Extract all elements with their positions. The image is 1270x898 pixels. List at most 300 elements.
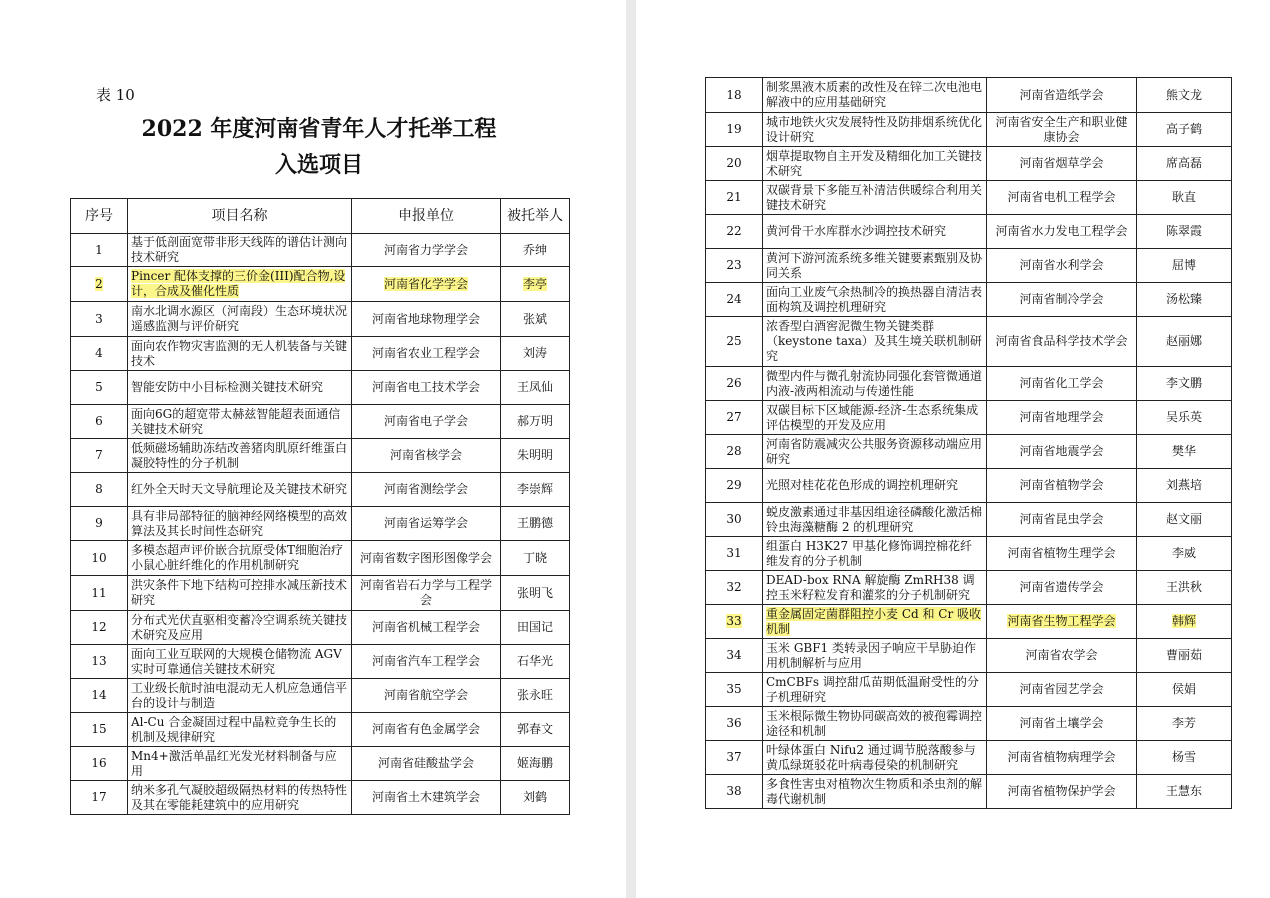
row-applicant-unit-cell (987, 503, 1137, 537)
row-applicant-unit: 河南省岩石力学与工程学会 (359, 578, 492, 607)
row-person-cell (1137, 571, 1232, 605)
row-applicant-unit: 河南省烟草学会 (1019, 156, 1104, 170)
row-person: 刘涛 (522, 346, 547, 360)
row-project-name-cell (128, 781, 352, 815)
row-person-cell (501, 302, 570, 337)
row-person: 李崇辉 (516, 482, 553, 496)
row-project-name: 城市地铁火灾发展特性及防排烟系统优化设计研究 (766, 114, 983, 144)
row-project-name: 多食性害虫对植物次生物质和杀虫剂的解毒代谢机制 (766, 776, 983, 806)
row-index-cell (706, 503, 763, 537)
table-row (706, 215, 1232, 249)
row-applicant-unit: 河南省有色金属学会 (371, 722, 480, 736)
row-applicant-unit: 河南省机械工程学会 (371, 620, 480, 634)
row-project-name: 蜕皮激素通过非基因组途径磷酸化激活棉铃虫海藻糖酶 2 的机理研究 (766, 504, 983, 534)
row-project-name-cell (763, 78, 987, 113)
row-index-cell (71, 337, 128, 371)
table-row (706, 181, 1232, 215)
row-person: 李威 (1171, 546, 1196, 560)
row-project-name: DEAD-box RNA 解旋酶 ZmRH38 调控玉米籽粒发育和灌浆的分子机制研究 (766, 572, 975, 602)
row-index: 27 (726, 410, 742, 424)
row-index-cell (706, 181, 763, 215)
row-person: 高子鹤 (1165, 122, 1202, 136)
row-index: 31 (726, 546, 742, 560)
row-applicant-unit: 河南省化学学会 (383, 276, 468, 291)
row-index-cell (706, 673, 763, 707)
row-project-name: 具有非局部特征的脑神经网络模型的高效算法及其长时间性态研究 (131, 508, 348, 538)
row-index-cell (706, 317, 763, 367)
table-row (706, 283, 1232, 317)
row-applicant-unit-cell (352, 713, 501, 747)
row-applicant-unit: 河南省运筹学会 (383, 516, 468, 530)
row-index-cell (706, 435, 763, 469)
row-index: 23 (726, 258, 742, 272)
row-applicant-unit-cell (987, 401, 1137, 435)
row-project-name: 洪灾条件下地下结构可控排水减压新技术研究 (131, 578, 348, 607)
row-project-name: Al-Cu 合金凝固过程中晶粒竞争生长的机制及规律研究 (131, 714, 337, 744)
document-subtitle: 入选项目 (274, 152, 363, 178)
row-project-name: 叶绿体蛋白 Nifu2 通过调节脱落酸参与黄瓜绿斑驳花叶病毒侵染的机制研究 (766, 742, 976, 772)
row-applicant-unit-cell (352, 747, 501, 781)
table-row (71, 781, 570, 815)
row-person: 樊华 (1171, 444, 1196, 458)
row-index: 9 (95, 516, 103, 530)
header-project: 项目名称 (128, 199, 352, 234)
row-applicant-unit-cell (987, 639, 1137, 673)
row-index-cell (706, 367, 763, 401)
row-person-cell (501, 405, 570, 439)
table-row (706, 147, 1232, 181)
row-project-name-cell (128, 439, 352, 473)
row-project-name: 面向工业互联网的大规模仓储物流 AGV 实时可靠通信关键技术研究 (131, 646, 342, 676)
row-index-cell (706, 741, 763, 775)
table-row (71, 473, 570, 507)
row-project-name: 黄河骨干水库群水沙调控技术研究 (766, 224, 947, 238)
row-person-cell (501, 541, 570, 576)
row-person: 韩辉 (1171, 614, 1196, 628)
row-applicant-unit: 河南省硅酸盐学会 (377, 756, 474, 770)
row-person: 赵文丽 (1165, 512, 1202, 526)
row-person-cell (501, 713, 570, 747)
row-index: 21 (726, 190, 742, 204)
row-project-name: 纳米多孔气凝胶超级隔热材料的传热特性及其在零能耗建筑中的应用研究 (131, 782, 348, 812)
row-applicant-unit: 河南省电工技术学会 (371, 380, 480, 394)
row-project-name: 黄河下游河流系统多维关键要素甄别及协同关系 (766, 250, 983, 280)
document-title: 2022 年度河南省青年人才托举工程 (141, 116, 497, 142)
row-person-cell (1137, 317, 1232, 367)
row-index: 14 (91, 688, 107, 702)
row-person: 郭春文 (516, 722, 553, 736)
row-project-name-cell (763, 317, 987, 367)
row-project-name-cell (763, 741, 987, 775)
row-person: 张明飞 (516, 585, 553, 600)
row-index-cell (706, 775, 763, 809)
row-project-name: 分布式光伏直驱相变蓄冷空调系统关键技术研究及应用 (131, 612, 348, 642)
row-project-name-cell (763, 367, 987, 401)
row-project-name-cell (128, 541, 352, 576)
row-person-cell (501, 507, 570, 541)
row-index-cell (71, 507, 128, 541)
row-applicant-unit-cell (352, 405, 501, 439)
row-index-cell (71, 302, 128, 337)
table-row (706, 605, 1232, 639)
table-row (706, 469, 1232, 503)
row-index: 32 (726, 580, 742, 594)
row-index: 33 (726, 614, 742, 628)
row-index: 11 (91, 585, 107, 600)
row-person: 汤松臻 (1165, 292, 1202, 306)
row-applicant-unit: 河南省植物保护学会 (1007, 784, 1116, 798)
row-index-cell (71, 267, 128, 302)
row-index: 12 (91, 620, 107, 634)
table-row (71, 267, 570, 302)
row-person-cell (1137, 639, 1232, 673)
row-index-cell (71, 473, 128, 507)
row-index-cell (706, 283, 763, 317)
row-applicant-unit-cell (352, 541, 501, 576)
row-index: 19 (726, 122, 742, 136)
row-applicant-unit: 河南省地球物理学会 (371, 311, 480, 326)
row-project-name-cell (763, 503, 987, 537)
row-index: 5 (95, 380, 103, 394)
table-row (706, 741, 1232, 775)
row-index: 1 (95, 242, 103, 257)
row-person-cell (501, 234, 570, 267)
row-project-name: 双碳目标下区域能源-经济-生态系统集成评估模型的开发及应用 (766, 402, 979, 432)
row-person: 曹丽茹 (1165, 648, 1202, 662)
row-project-name: 组蛋白 H3K27 甲基化修饰调控棉花纤维发育的分子机制 (766, 538, 972, 568)
row-project-name: 玉米根际微生物协同碳高效的被孢霉调控途径和机制 (766, 708, 983, 738)
row-person: 石华光 (516, 654, 553, 668)
projects-table-left (70, 198, 570, 815)
row-project-name: 智能安防中小目标检测关键技术研究 (131, 380, 324, 394)
table-row (71, 234, 570, 267)
row-person: 乔绅 (522, 242, 547, 257)
row-index-cell (706, 113, 763, 147)
row-applicant-unit: 河南省农业工程学会 (371, 346, 480, 360)
row-applicant-unit-cell (987, 707, 1137, 741)
row-index-cell (706, 707, 763, 741)
row-project-name-cell (763, 283, 987, 317)
row-person-cell (1137, 537, 1232, 571)
row-person: 刘鹤 (522, 790, 547, 804)
row-person-cell (1137, 283, 1232, 317)
table-row (706, 503, 1232, 537)
row-index-cell (706, 571, 763, 605)
row-person-cell (1137, 249, 1232, 283)
row-project-name-cell (128, 337, 352, 371)
row-project-name-cell (763, 401, 987, 435)
row-person-cell (1137, 435, 1232, 469)
row-person: 吴乐英 (1165, 410, 1202, 424)
row-project-name: Pincer 配体支撑的三价金(III)配合物,设计，合成及催化性质 (131, 269, 346, 298)
table-row (706, 707, 1232, 741)
row-person-cell (1137, 707, 1232, 741)
row-person: 赵丽娜 (1165, 334, 1202, 348)
row-project-name: 红外全天时天文导航理论及关键技术研究 (131, 482, 348, 496)
row-project-name-cell (128, 302, 352, 337)
row-applicant-unit-cell (987, 113, 1137, 147)
row-project-name-cell (128, 611, 352, 645)
row-person-cell (501, 371, 570, 405)
row-applicant-unit-cell (987, 775, 1137, 809)
row-index: 34 (726, 648, 742, 662)
row-project-name: 浓香型白酒窖泥微生物关键类群（keystone taxa）及其生境关联机制研究 (766, 319, 982, 363)
row-project-name: 面向6G的超宽带太赫兹智能超表面通信关键技术研究 (131, 406, 341, 436)
row-person-cell (501, 576, 570, 611)
row-project-name: 南水北调水源区（河南段）生态环境状况遥感监测与评价研究 (131, 304, 348, 333)
row-person-cell (501, 473, 570, 507)
table-row (706, 571, 1232, 605)
row-index: 15 (91, 722, 107, 736)
table-row (71, 611, 570, 645)
row-project-name-cell (128, 576, 352, 611)
row-applicant-unit: 河南省汽车工程学会 (371, 654, 480, 668)
row-project-name-cell (763, 181, 987, 215)
row-person-cell (1137, 775, 1232, 809)
row-person-cell (501, 645, 570, 679)
row-index-cell (706, 401, 763, 435)
row-applicant-unit-cell (987, 147, 1137, 181)
row-applicant-unit-cell (352, 576, 501, 611)
row-applicant-unit: 河南省水利学会 (1019, 258, 1104, 272)
row-index: 20 (726, 156, 742, 170)
row-applicant-unit-cell (987, 249, 1137, 283)
row-index-cell (706, 537, 763, 571)
row-project-name-cell (128, 371, 352, 405)
row-index: 16 (91, 756, 107, 770)
row-person-cell (1137, 741, 1232, 775)
row-applicant-unit-cell (352, 645, 501, 679)
row-person: 席高磊 (1165, 156, 1202, 170)
row-person-cell (1137, 605, 1232, 639)
row-project-name-cell (128, 747, 352, 781)
row-project-name: 重金属固定菌群阻控小麦 Cd 和 Cr 吸收机制 (766, 606, 982, 636)
row-person-cell (1137, 401, 1232, 435)
row-applicant-unit-cell (987, 367, 1137, 401)
row-project-name: 基于低剖面宽带非形天线阵的谱估计测向技术研究 (131, 235, 348, 264)
row-applicant-unit-cell (352, 337, 501, 371)
row-project-name-cell (128, 645, 352, 679)
row-applicant-unit: 河南省园艺学会 (1019, 682, 1104, 696)
row-index: 37 (726, 750, 742, 764)
row-person-cell (501, 267, 570, 302)
row-index: 26 (726, 376, 742, 390)
row-project-name: 工业级长航时油电混动无人机应急通信平台的设计与制造 (131, 680, 348, 710)
row-person: 郝万明 (516, 414, 553, 428)
table-row (706, 113, 1232, 147)
row-person-cell (501, 337, 570, 371)
row-project-name: 低频磁场辅助冻结改善猪肉肌原纤维蛋白凝胶特性的分子机制 (131, 440, 348, 470)
row-person-cell (1137, 503, 1232, 537)
row-index: 28 (726, 444, 742, 458)
row-applicant-unit-cell (352, 507, 501, 541)
row-person-cell (1137, 147, 1232, 181)
row-applicant-unit: 河南省植物生理学会 (1007, 546, 1116, 560)
row-applicant-unit-cell (987, 571, 1137, 605)
table-row (71, 576, 570, 611)
row-applicant-unit-cell (987, 78, 1137, 113)
row-person: 王凤仙 (516, 380, 553, 394)
row-person: 陈翠霞 (1165, 224, 1202, 238)
row-project-name-cell (763, 537, 987, 571)
row-project-name-cell (128, 267, 352, 302)
row-project-name-cell (763, 605, 987, 639)
row-index-cell (71, 645, 128, 679)
row-project-name-cell (763, 249, 987, 283)
row-person: 李亭 (522, 276, 547, 291)
row-person-cell (501, 439, 570, 473)
row-index-cell (71, 234, 128, 267)
row-project-name-cell (763, 707, 987, 741)
row-applicant-unit-cell (352, 679, 501, 713)
row-person: 朱明明 (516, 448, 553, 462)
row-applicant-unit-cell (987, 537, 1137, 571)
table-row (71, 541, 570, 576)
row-applicant-unit: 河南省生物工程学会 (1007, 614, 1116, 628)
row-index-cell (706, 215, 763, 249)
row-project-name: 玉米 GBF1 类转录因子响应干旱胁迫作用机制解析与应用 (766, 640, 976, 670)
row-index-cell (706, 469, 763, 503)
row-project-name-cell (763, 113, 987, 147)
row-applicant-unit-cell (987, 741, 1137, 775)
row-applicant-unit: 河南省数字图形图像学会 (359, 550, 492, 565)
row-applicant-unit: 河南省植物学会 (1019, 478, 1104, 492)
row-index-cell (71, 611, 128, 645)
row-applicant-unit-cell (352, 473, 501, 507)
row-project-name-cell (763, 775, 987, 809)
table-row (71, 405, 570, 439)
row-applicant-unit-cell (987, 283, 1137, 317)
table-row (706, 401, 1232, 435)
row-index: 6 (95, 414, 103, 428)
row-index: 10 (91, 550, 107, 565)
row-applicant-unit: 河南省昆虫学会 (1019, 512, 1104, 526)
table-row (71, 371, 570, 405)
row-project-name: 光照对桂花花色形成的调控机理研究 (766, 478, 959, 492)
table-row (706, 78, 1232, 113)
table-row (706, 367, 1232, 401)
header-index: 序号 (71, 199, 128, 234)
row-index: 29 (726, 478, 742, 492)
row-project-name-cell (763, 435, 987, 469)
row-project-name: 河南省防震减灾公共服务资源移动端应用研究 (766, 436, 983, 466)
row-project-name-cell (128, 507, 352, 541)
row-project-name-cell (763, 673, 987, 707)
table-row (71, 747, 570, 781)
row-applicant-unit: 河南省核学会 (389, 448, 462, 462)
table-row (71, 337, 570, 371)
row-applicant-unit-cell (987, 673, 1137, 707)
table-row (706, 317, 1232, 367)
row-person: 刘燕培 (1165, 478, 1202, 492)
row-index-cell (706, 605, 763, 639)
right-page (636, 0, 1270, 898)
row-applicant-unit: 河南省土木建筑学会 (371, 790, 480, 804)
row-index: 7 (95, 448, 103, 462)
row-applicant-unit-cell (987, 435, 1137, 469)
row-index: 18 (726, 87, 742, 102)
row-project-name: CmCBFs 调控甜瓜苗期低温耐受性的分子机理研究 (766, 674, 979, 704)
row-person-cell (501, 781, 570, 815)
row-index: 8 (95, 482, 103, 496)
row-index-cell (71, 781, 128, 815)
row-index: 22 (726, 224, 742, 238)
row-applicant-unit: 河南省电子学会 (383, 414, 468, 428)
row-project-name: 微型内件与微孔射流协同强化套管微通道内液-液两相流动与传递性能 (766, 368, 983, 398)
row-person-cell (1137, 215, 1232, 249)
row-project-name-cell (128, 405, 352, 439)
row-applicant-unit-cell (987, 605, 1137, 639)
row-project-name-cell (128, 473, 352, 507)
row-applicant-unit: 河南省地理学会 (1019, 410, 1104, 424)
table-row (71, 679, 570, 713)
row-applicant-unit-cell (352, 781, 501, 815)
row-applicant-unit: 河南省化工学会 (1019, 376, 1104, 390)
row-applicant-unit: 河南省土壤学会 (1019, 716, 1104, 730)
row-person: 王鹏德 (516, 516, 553, 530)
row-index: 30 (726, 512, 742, 526)
row-project-name: 多模态超声评价嵌合抗原受体T细胞治疗小鼠心脏纤维化的作用机制研究 (131, 543, 344, 572)
table-row (71, 645, 570, 679)
row-index-cell (71, 439, 128, 473)
row-person-cell (501, 747, 570, 781)
table-row (706, 673, 1232, 707)
table-row (71, 713, 570, 747)
row-person-cell (501, 679, 570, 713)
row-person: 王洪秋 (1165, 580, 1202, 594)
table-row (71, 439, 570, 473)
row-project-name: 烟草提取物自主开发及精细化加工关键技术研究 (766, 148, 983, 178)
row-index: 24 (726, 292, 742, 306)
row-index-cell (706, 249, 763, 283)
table-row (71, 507, 570, 541)
row-person: 杨雪 (1171, 750, 1196, 764)
row-applicant-unit-cell (352, 439, 501, 473)
row-project-name-cell (128, 713, 352, 747)
row-index-cell (71, 747, 128, 781)
table-row (706, 639, 1232, 673)
row-applicant-unit: 河南省农学会 (1025, 648, 1098, 662)
table-row (71, 302, 570, 337)
row-person-cell (1137, 181, 1232, 215)
row-person: 姬海鹏 (516, 756, 553, 770)
row-person: 王慧东 (1165, 784, 1202, 798)
header-person: 被托举人 (501, 199, 570, 234)
row-index: 36 (726, 716, 742, 730)
row-applicant-unit: 河南省食品科学技术学会 (995, 334, 1128, 348)
row-person: 田国记 (516, 620, 553, 634)
row-project-name: 面向农作物灾害监测的无人机装备与关键技术 (131, 338, 348, 368)
row-index: 35 (726, 682, 742, 696)
table-row (706, 775, 1232, 809)
row-project-name-cell (763, 215, 987, 249)
row-person: 耿直 (1171, 190, 1196, 204)
header-row (71, 199, 570, 234)
row-index: 38 (726, 784, 742, 798)
row-person-cell (1137, 78, 1232, 113)
row-applicant-unit-cell (987, 181, 1137, 215)
row-project-name-cell (763, 639, 987, 673)
row-applicant-unit-cell (352, 234, 501, 267)
row-person-cell (1137, 469, 1232, 503)
row-project-name: 双碳背景下多能互补清洁供暖综合利用关键技术研究 (766, 182, 983, 212)
row-applicant-unit-cell (987, 469, 1137, 503)
row-project-name: 面向工业废气余热制冷的换热器自清洁表面构筑及调控机理研究 (766, 284, 983, 314)
row-person: 李文鹏 (1165, 376, 1202, 390)
row-applicant-unit: 河南省测绘学会 (383, 482, 468, 496)
row-project-name: 制浆黑液木质素的改性及在锌二次电池电解液中的应用基础研究 (766, 80, 983, 109)
row-person: 李芳 (1171, 716, 1196, 730)
